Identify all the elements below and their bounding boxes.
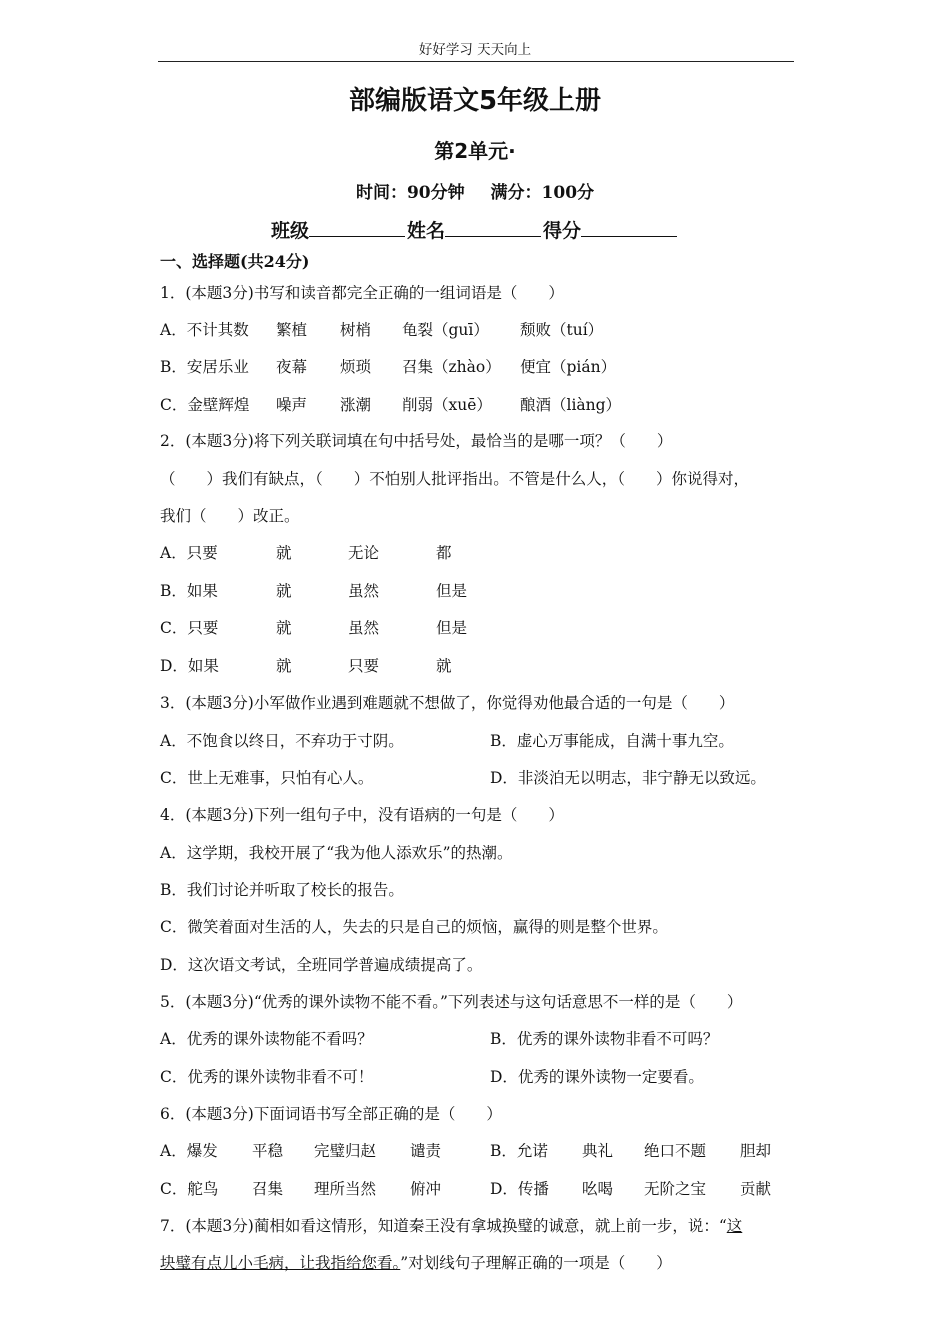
question-2-option-b: B．如果 就 虽然 但是 — [160, 582, 468, 600]
question-6-option-c: C．舵鸟 召集 理所当然 俯冲 — [160, 1180, 442, 1198]
question-7-stem-line1: 7．(本题3分)蔺相如看这情形，知道秦王没有拿城换璧的诚意，就上前一步，说：“这 — [160, 1217, 743, 1235]
page-title: 部编版语文5年级上册 — [348, 86, 602, 116]
score-blank[interactable] — [581, 218, 677, 237]
unit-title: 第2单元· — [434, 139, 516, 163]
question-3-option-c: C．世上无难事，只怕有心人。 — [160, 769, 374, 787]
question-7-underlined-sentence: 块璧有点儿小毛病，让我指给您看。 — [160, 1254, 401, 1272]
name-blank[interactable] — [445, 218, 541, 237]
question-6-stem: 6．(本题3分)下面词语书写全部正确的是（ ） — [160, 1105, 502, 1123]
exam-time: 时间：90分钟 — [355, 183, 465, 203]
section-heading: 一、选择题(共24分) — [160, 252, 310, 271]
question-4-option-d: D．这次语文考试，全班同学普遍成绩提高了。 — [160, 956, 483, 974]
question-2-text-line2: 我们（ ）改正。 — [160, 507, 300, 525]
question-6-option-b: B．允诺 典礼 绝口不题 胆却 — [490, 1142, 772, 1160]
question-2-option-a: A．只要 就 无论 都 — [160, 544, 452, 562]
class-blank[interactable] — [309, 218, 405, 237]
question-2-option-d: D．如果 就 只要 就 — [160, 657, 452, 675]
full-score: 满分：100分 — [490, 183, 595, 203]
question-1-option-b: B．安居乐业 夜幕 烦琐 召集（zhào） 便宜（pián） — [160, 358, 617, 376]
question-5-option-b: B．优秀的课外读物非看不可吗？ — [490, 1030, 719, 1048]
class-label: 班级 — [270, 220, 309, 242]
question-4-option-b: B．我们讨论并听取了校长的报告。 — [160, 881, 404, 899]
question-4-option-a: A．这学期，我校开展了“我为他人添欢乐”的热潮。 — [160, 844, 513, 862]
question-2-option-c: C．只要 就 虽然 但是 — [160, 619, 468, 637]
student-info-fields — [0, 216, 950, 243]
question-3-stem: 3．(本题3分)小军做作业遇到难题就不想做了，你觉得劝他最合适的一句是（ ） — [160, 694, 735, 712]
header-divider — [158, 61, 794, 62]
question-1-option-c: C．金壁辉煌 噪声 涨潮 削弱（xuē） 酿酒（liàng） — [160, 396, 622, 414]
question-2-stem: 2．(本题3分)将下列关联词填在句中括号处，最恰当的是哪一项？（ ） — [160, 432, 673, 450]
time-info — [0, 178, 950, 203]
question-3-option-d: D．非淡泊无以明志，非宁静无以致远。 — [490, 769, 766, 787]
question-1-stem: 1．(本题3分)书写和读音都完全正确的一组词语是（ ） — [160, 284, 564, 302]
question-3-option-a: A．不饱食以终日，不弃功于寸阴。 — [160, 732, 404, 750]
question-7-underlined-start: 这 — [726, 1217, 743, 1235]
score-label: 得分 — [543, 220, 582, 242]
question-2-text-line1: （ ）我们有缺点，（ ）不怕别人批评指出。不管是什么人，（ ）你说得对， — [160, 470, 750, 488]
question-5-stem: 5．(本题3分)“优秀的课外读物不能不看。”下列表述与这句话意思不一样的是（ ） — [160, 993, 743, 1011]
question-6-option-a: A．爆发 平稳 完璧归赵 谴责 — [160, 1142, 442, 1160]
question-4-option-c: C．微笑着面对生活的人，失去的只是自己的烦恼，赢得的则是整个世界。 — [160, 918, 668, 936]
question-5-option-c: C．优秀的课外读物非看不可！ — [160, 1068, 374, 1086]
question-5-option-d: D．优秀的课外读物一定要看。 — [490, 1068, 704, 1086]
question-3-option-b: B．虚心万事能成，自满十事九空。 — [490, 732, 734, 750]
question-1-option-a: A．不计其数 繁植 树梢 龟裂（guī） 颓败（tuí） — [160, 321, 604, 339]
name-label: 姓名 — [406, 220, 445, 242]
question-7-stem-line2: 块璧有点儿小毛病，让我指给您看。”对划线句子理解正确的一项是（ ） — [160, 1254, 672, 1272]
header-motto: 好好学习 天天向上 — [418, 42, 532, 58]
question-5-option-a: A．优秀的课外读物能不看吗？ — [160, 1030, 373, 1048]
question-6-option-d: D．传播 吆喝 无阶之宝 贡献 — [490, 1180, 772, 1198]
question-4-stem: 4．(本题3分)下列一组句子中，没有语病的一句是（ ） — [160, 806, 564, 824]
